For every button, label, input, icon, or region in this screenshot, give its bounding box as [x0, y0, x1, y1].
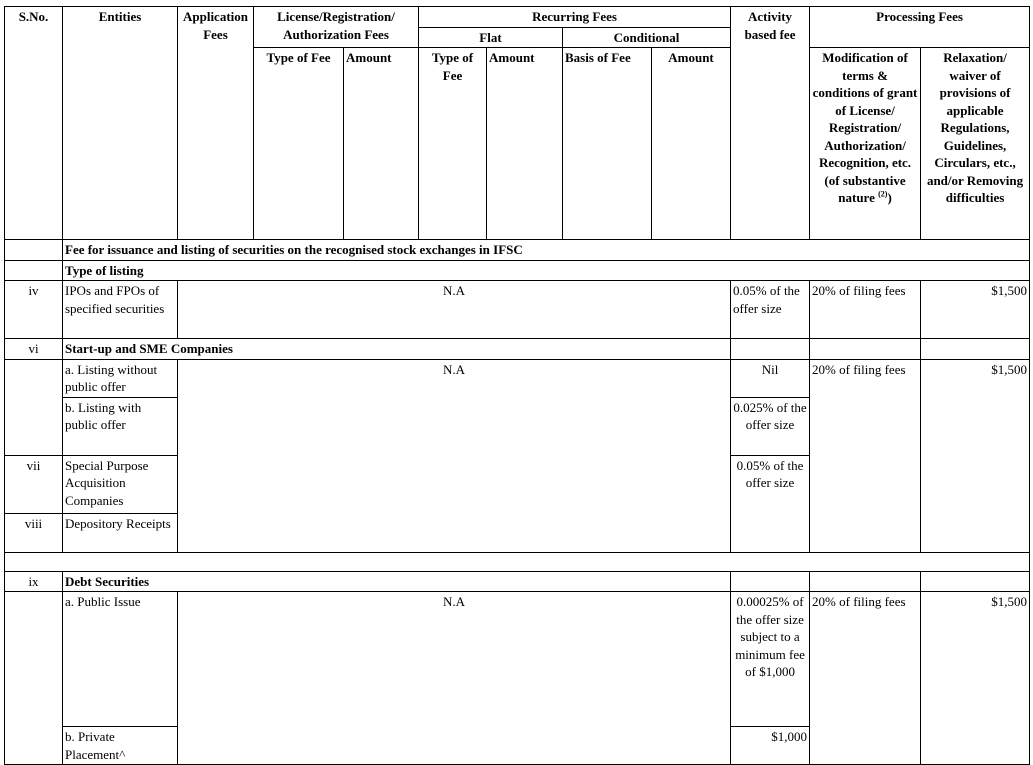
- row-ix-relaxation: $1,500: [921, 592, 1030, 765]
- header-row-1: [5, 7, 1030, 28]
- header-application-fees: Application Fees: [178, 7, 254, 240]
- header-conditional: Conditional: [563, 27, 731, 48]
- header-relaxation: Relaxation/ waiver of provisions of applicable Regulations, Guidelines, Circulars, etc., and/or Removing difficulties: [921, 48, 1030, 240]
- row-vii-sno: vii: [5, 455, 63, 513]
- row-vi-relaxation: $1,500: [921, 359, 1030, 552]
- row-viii-entity: Depository Receipts: [63, 513, 178, 552]
- row-vi-sno: vi: [5, 339, 63, 360]
- empty-cell: [810, 339, 921, 360]
- row-ix-a-activity: 0.00025% of the offer size subject to a minimum fee of $1,000: [731, 592, 810, 727]
- header-activity-fee: Activity based fee: [731, 7, 810, 240]
- header-license-fees: License/Registration/ Authorization Fees: [254, 7, 419, 48]
- row-vi-title: Start-up and SME Companies: [63, 339, 731, 360]
- row-iv-entity: IPOs and FPOs of specified securities: [63, 281, 178, 339]
- section-title: Fee for issuance and listing of securities on the recognised stock exchanges in IFSC: [63, 240, 1030, 261]
- row-vi-a-activity: Nil: [731, 359, 810, 397]
- row-iv-sno: iv: [5, 281, 63, 339]
- footnote-ref: (2): [878, 189, 888, 199]
- row-iv-na: N.A: [178, 281, 731, 339]
- row-iv-modification: 20% of filing fees: [810, 281, 921, 339]
- header-modification-text: Modification of terms & conditions of grant of License/ Registration/ Authorization/ Recognition, etc. (of substantive nature: [812, 50, 918, 205]
- table-row-iv: [5, 281, 1030, 339]
- header-flat-type: Type of Fee: [419, 48, 487, 240]
- row-iv-relaxation: $1,500: [921, 281, 1030, 339]
- header-recurring-fees: Recurring Fees: [419, 7, 731, 28]
- section-title-row: [5, 240, 1030, 261]
- fee-schedule-table: [4, 6, 1030, 765]
- empty-cell: [5, 552, 1030, 571]
- row-ix-a-entity: a. Public Issue: [63, 592, 178, 727]
- row-vii-activity: 0.05% of the offer size: [731, 455, 810, 552]
- header-modification: [810, 48, 921, 240]
- header-flat: Flat: [419, 27, 563, 48]
- header-conditional-amount: Amount: [652, 48, 731, 240]
- table-row-ix-a: [5, 592, 1030, 727]
- row-ix-sno: ix: [5, 571, 63, 592]
- spacer-row: [5, 552, 1030, 571]
- header-flat-amount: Amount: [487, 48, 563, 240]
- header-sno: S.No.: [5, 7, 63, 240]
- row-ix-na: N.A: [178, 592, 731, 765]
- empty-cell: [5, 240, 63, 261]
- header-license-type: Type of Fee: [254, 48, 344, 240]
- row-ix-b-activity: $1,000: [731, 727, 810, 765]
- header-basis-of-fee: Basis of Fee: [563, 48, 652, 240]
- table-row-vi-a: [5, 359, 1030, 397]
- type-of-listing: Type of listing: [63, 260, 1030, 281]
- row-vii-entity: Special Purpose Acquisition Companies: [63, 455, 178, 513]
- header-entities: Entities: [63, 7, 178, 240]
- empty-cell: [810, 571, 921, 592]
- table-row-vi-title: [5, 339, 1030, 360]
- empty-cell: [731, 571, 810, 592]
- row-ix-title: Debt Securities: [63, 571, 731, 592]
- row-vi-na: N.A: [178, 359, 731, 552]
- row-iv-activity: 0.05% of the offer size: [731, 281, 810, 339]
- row-vi-b-activity: 0.025% of the offer size: [731, 397, 810, 455]
- header-license-amount: Amount: [344, 48, 419, 240]
- row-vi-b-entity: b. Listing with public offer: [63, 397, 178, 455]
- row-viii-sno: viii: [5, 513, 63, 552]
- row-ix-modification: 20% of filing fees: [810, 592, 921, 765]
- empty-cell: [921, 571, 1030, 592]
- row-ix-b-entity: b. Private Placement^: [63, 727, 178, 765]
- row-vi-a-entity: a. Listing without public offer: [63, 359, 178, 397]
- header-processing-fees: Processing Fees: [810, 7, 1030, 48]
- table-row-ix-title: [5, 571, 1030, 592]
- header-modification-close: ): [887, 190, 892, 205]
- type-of-listing-row: [5, 260, 1030, 281]
- empty-cell: [731, 339, 810, 360]
- empty-cell: [5, 592, 63, 765]
- empty-cell: [921, 339, 1030, 360]
- empty-cell: [5, 260, 63, 281]
- empty-cell: [5, 359, 63, 455]
- row-vi-modification: 20% of filing fees: [810, 359, 921, 552]
